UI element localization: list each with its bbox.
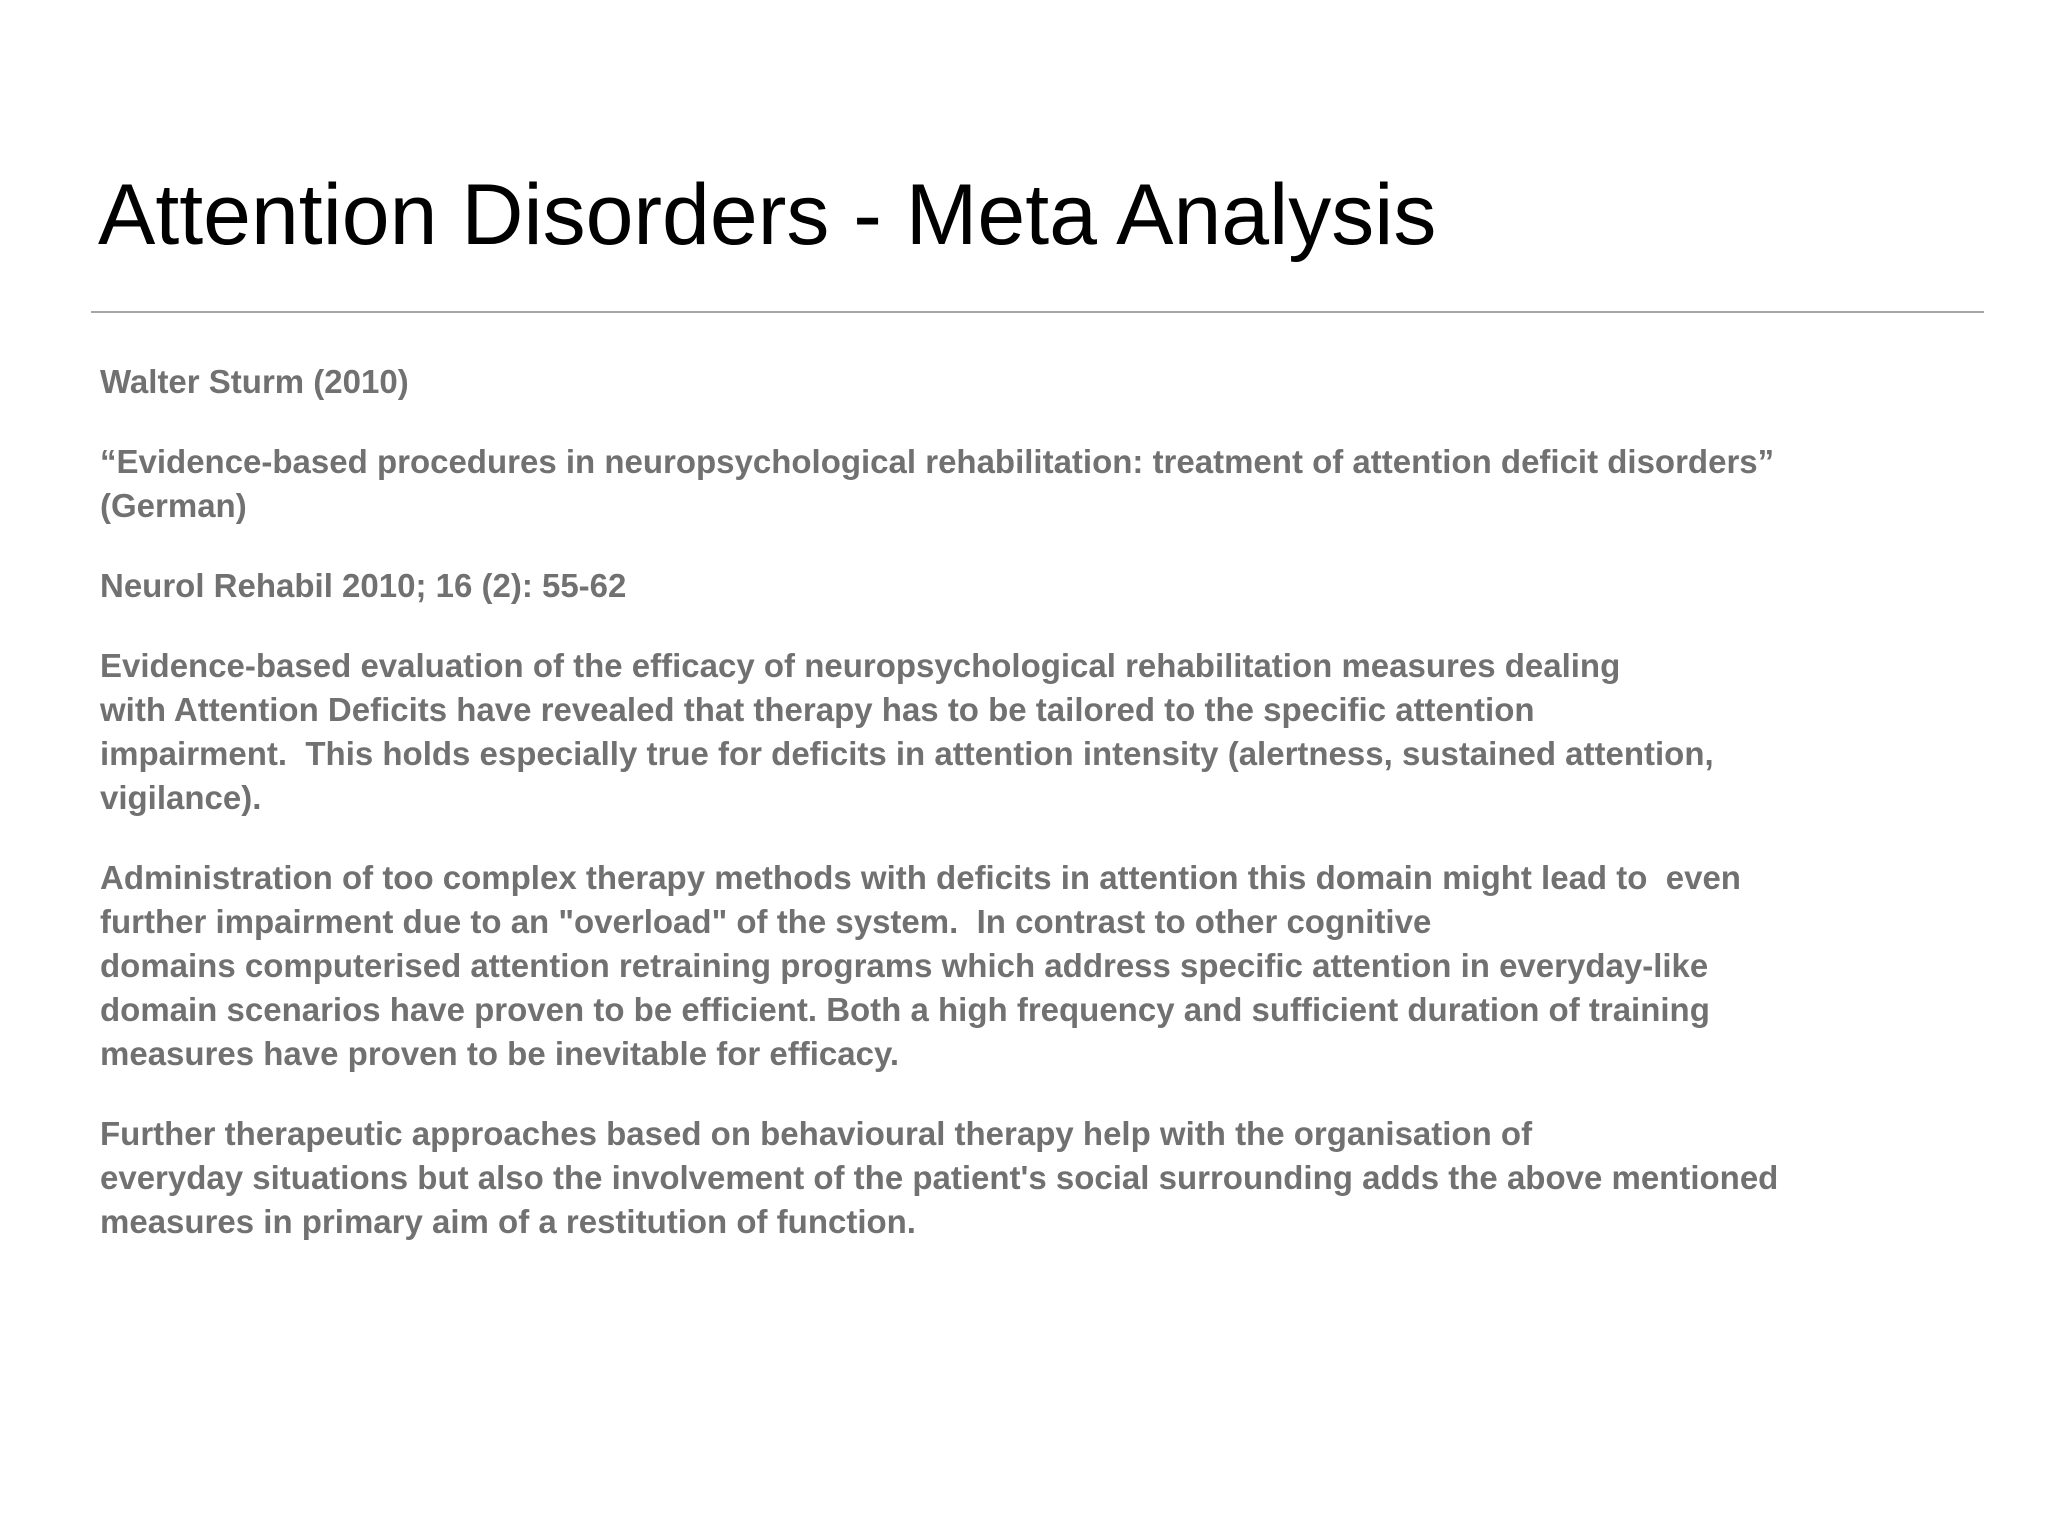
paragraph-line: with Attention Deficits have revealed that therapy has to be tailored to the specific attention (100, 691, 1535, 728)
paragraph-line: measures have proven to be inevitable for efficacy. (100, 1035, 900, 1072)
author-line (100, 360, 2000, 404)
paragraph-line: impairment. This holds especially true for deficits in attention intensity (alertness, sustained attention, (100, 735, 1714, 772)
paper-title-line: (German) (100, 487, 247, 524)
paragraph-behavioural (100, 1112, 2000, 1244)
title-divider (91, 311, 1984, 313)
paragraph-efficacy (100, 644, 2000, 820)
paragraph-line: domain scenarios have proven to be efficient. Both a high frequency and sufficient duration of training (100, 991, 1710, 1028)
citation-text: Neurol Rehabil 2010; 16 (2): 55-62 (100, 567, 627, 604)
paragraph-line: Further therapeutic approaches based on behavioural therapy help with the organisation of (100, 1115, 1533, 1152)
slide-title: Attention Disorders - Meta Analysis (98, 167, 1437, 263)
citation (100, 564, 2000, 608)
paragraph-line: domains computerised attention retraining programs which address specific attention in everyday-like (100, 947, 1709, 984)
paper-title (100, 440, 2000, 528)
paragraph-administration (100, 856, 2000, 1076)
author-text: Walter Sturm (2010) (100, 363, 409, 400)
paragraph-line: further impairment due to an "overload" of the system. In contrast to other cognitive (100, 903, 1432, 940)
paragraph-line: Evidence-based evaluation of the efficacy of neuropsychological rehabilitation measures dealing (100, 647, 1621, 684)
slide-body (100, 360, 2000, 1280)
paragraph-line: vigilance). (100, 779, 262, 816)
paragraph-line: Administration of too complex therapy methods with deficits in attention this domain might lead to even (100, 859, 1741, 896)
paper-title-line: “Evidence-based procedures in neuropsychological rehabilitation: treatment of attention deficit disorders” (100, 443, 1775, 480)
paragraph-line: everyday situations but also the involvement of the patient's social surrounding adds the above mentioned (100, 1159, 1779, 1196)
paragraph-line: measures in primary aim of a restitution of function. (100, 1203, 916, 1240)
